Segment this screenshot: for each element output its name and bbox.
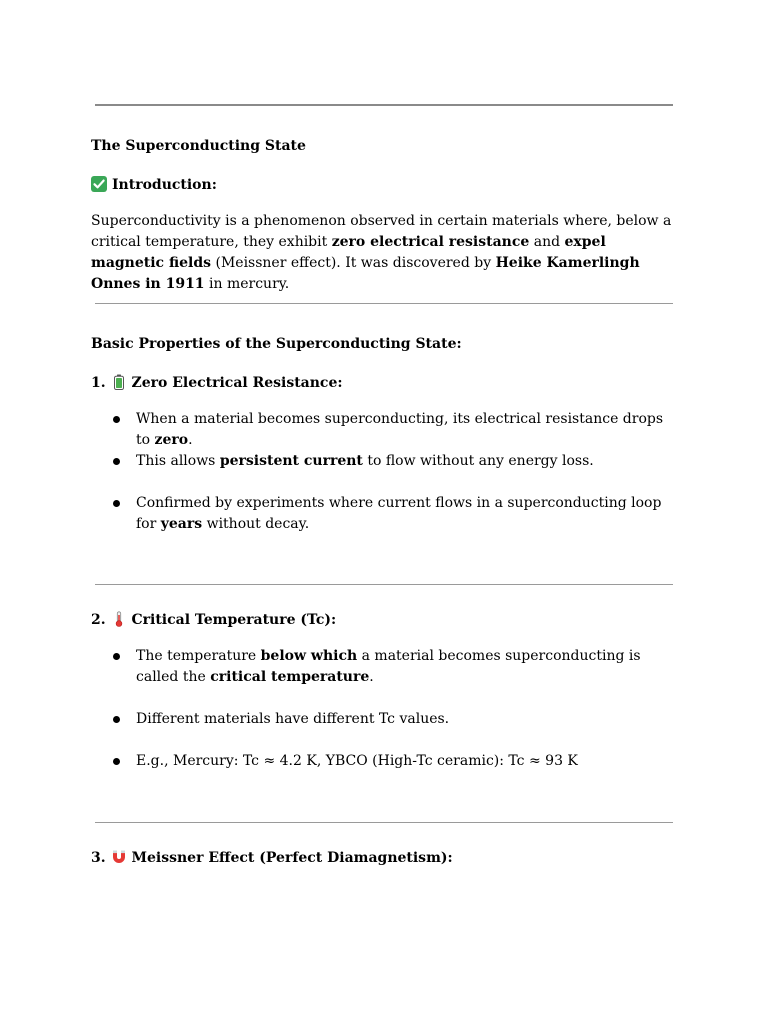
list-item-text: Confirmed by experiments where current flows in a superconducting loop for <box>136 495 662 532</box>
intro-bold-3: Heike Kamerlingh Onnes in 1911 <box>91 255 640 292</box>
intro-paragraph <box>91 211 677 295</box>
section-1-heading <box>91 373 677 394</box>
intro-bold-2: expel magnetic fields <box>91 234 606 271</box>
list-item-bold: persistent current <box>219 453 363 469</box>
list-item-text: E.g., Mercury: Tc ≈ 4.2 K, YBCO (High-Tc ceramic): Tc ≈ 93 K <box>136 753 578 769</box>
intro-heading: Introduction: <box>112 177 217 193</box>
section-divider <box>95 303 673 304</box>
section-2-list <box>91 751 677 772</box>
list-item-text: . <box>188 432 193 448</box>
section-2-title: Critical Temperature (Tc): <box>131 612 337 628</box>
section-2-heading <box>91 610 677 631</box>
intro-text-4: in mercury. <box>204 276 290 292</box>
top-rule <box>95 104 673 106</box>
section-1-title: Zero Electrical Resistance: <box>131 375 343 391</box>
section-3-number: 3. <box>91 850 106 866</box>
list-item <box>91 646 677 688</box>
document-title: The Superconducting State <box>91 138 306 154</box>
intro-text-2: and <box>529 234 565 250</box>
list-item <box>91 751 677 772</box>
section-1-list <box>91 409 677 451</box>
section-1-number: 1. <box>91 375 106 391</box>
intro-text-3: (Meissner effect). It was discovered by <box>211 255 496 271</box>
section-1-list <box>91 493 677 535</box>
list-item <box>91 493 677 535</box>
list-item-text: This allows <box>136 453 220 469</box>
thermometer-icon <box>111 611 127 627</box>
magnet-icon <box>111 849 127 865</box>
check-mark-icon <box>91 176 107 192</box>
list-item-text: Different materials have different Tc values. <box>136 711 450 727</box>
section-divider <box>95 822 673 823</box>
list-item-text: without decay. <box>202 516 310 532</box>
section-2-list <box>91 646 677 688</box>
list-item-bold: years <box>160 516 203 532</box>
intro-heading-line <box>91 175 677 196</box>
list-item <box>91 409 677 451</box>
basic-properties-heading: Basic Properties of the Superconducting State: <box>91 336 462 352</box>
list-item-text: The temperature <box>136 648 261 664</box>
section-1-list <box>91 451 677 472</box>
list-item <box>91 709 677 730</box>
list-item-text: . <box>369 669 374 685</box>
list-item-bold: zero <box>154 432 189 448</box>
section-2-number: 2. <box>91 612 106 628</box>
section-3-title: Meissner Effect (Perfect Diamagnetism): <box>131 850 453 866</box>
intro-text-1: Superconductivity is a phenomenon observed in certain materials where, below a critical temperature, they exhibit <box>91 213 672 250</box>
section-3-heading <box>91 848 677 869</box>
list-item-text: When a material becomes superconducting, its electrical resistance drops to <box>136 411 664 448</box>
list-item-bold: below which <box>260 648 358 664</box>
list-item-text: to flow without any energy loss. <box>362 453 594 469</box>
battery-icon <box>111 374 127 390</box>
list-item-text: a material becomes superconducting is called the <box>136 648 641 685</box>
section-2-list <box>91 709 677 730</box>
intro-bold-1: zero electrical resistance <box>331 234 530 250</box>
section-divider <box>95 584 673 585</box>
list-item <box>91 451 677 472</box>
list-item-bold: critical temperature <box>210 669 370 685</box>
